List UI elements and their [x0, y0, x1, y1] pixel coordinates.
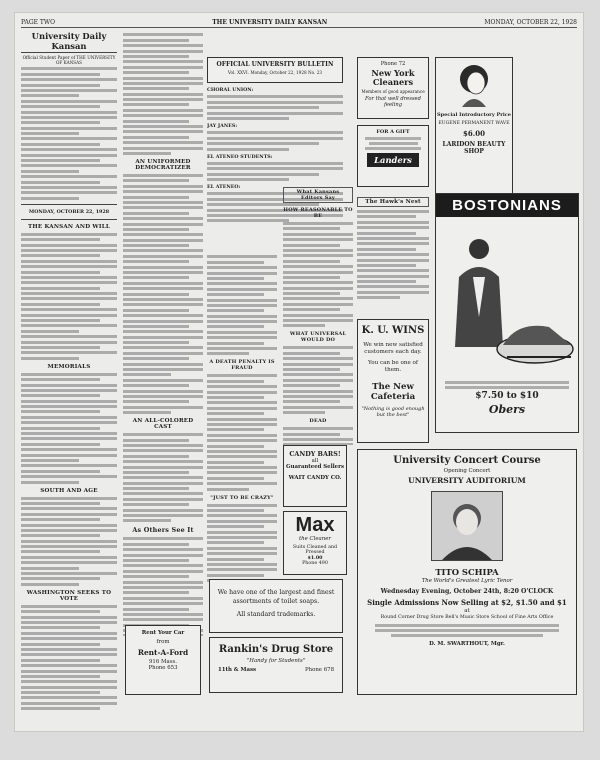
heading-dead: DEAD [309, 418, 327, 425]
max-suits: Suits Cleaned and Pressed [292, 545, 338, 555]
heading-washington-vote: WASHINGTON SEEKS TO VOTE [26, 589, 112, 602]
newspaper-page [14, 12, 584, 732]
heading-kansas-editors: What Kansans Editors Say [283, 187, 353, 203]
rankins-phone: Phone 678 [304, 667, 334, 673]
heading-kansan-and-will: THE KANSAN AND WILL [27, 223, 110, 230]
candy-bars-ad [283, 445, 347, 507]
ku-wins-line2: You can be one of them. [368, 360, 418, 373]
editorial-dateline: MONDAY, OCTOBER 22, 1928 [28, 208, 110, 215]
new-cafeteria-name: The New Cafeteria [370, 382, 416, 402]
masthead-bar [21, 17, 577, 28]
beauty-shop: LARIDON BEAUTY SHOP [442, 141, 506, 155]
concert-course-ad [357, 449, 577, 695]
landers-gift-ad [357, 125, 429, 187]
rankins-name: Rankin's Drug Store [218, 644, 334, 655]
tenor-portrait-icon [432, 492, 502, 560]
notice-el-ateneo: EL ATENEO: [207, 184, 241, 191]
candy-all: all [311, 458, 319, 464]
issue-date: MONDAY, OCTOBER 22, 1928 [484, 18, 577, 26]
rent-your-car-text: Rent Your Car [141, 630, 185, 636]
beauty-illustration [452, 61, 496, 109]
laridon-beauty-ad [435, 57, 513, 213]
column-five [357, 193, 429, 313]
page-number: PAGE TWO [21, 18, 55, 26]
concert-subtitle: Opening Concert [443, 468, 491, 474]
rankins-drug-store-ad [209, 637, 343, 693]
rent-from-text: from [156, 639, 170, 645]
max-logo: Max [295, 514, 335, 536]
new-york-cleaners-ad [357, 57, 429, 119]
heading-as-others-see-it: As Others See It [132, 526, 194, 535]
ku-wins-ad [357, 319, 429, 443]
heading-memorials: MEMORIALS [47, 363, 91, 370]
beauty-title: Special Introductory Price [437, 112, 511, 118]
heading-uniformed-democratizer: AN UNIFORMED DEMOCRATIZER [135, 158, 191, 171]
nameplate-sub: Official Student Paper of THE UNIVERSITY OF KANSAS [22, 55, 116, 65]
rent-a-ford-address: 916 Mass. [149, 659, 177, 665]
rankins-tagline: "Handy for Students" [246, 658, 306, 664]
candy-guaranteed: Guaranteed Sellers [286, 464, 344, 470]
heading-all-colored-cast: AN ALL-COLORED CAST [132, 418, 194, 431]
schipa-portrait [431, 491, 503, 561]
column-four [283, 183, 353, 445]
ku-wins-slogan: "Nothing is good enough but the best" [361, 406, 425, 418]
obers-logo: Obers [488, 403, 526, 416]
max-price: $1.00 [307, 555, 323, 561]
man-and-shoe-icon [437, 217, 577, 379]
notice-el-ateneo-students: EL ATENEO STUDENTS: [207, 153, 273, 160]
rent-a-ford-phone: Phone 653 [148, 665, 178, 671]
official-bulletin [207, 57, 343, 83]
bostonians-banner: BOSTONIANS [436, 194, 578, 217]
paper-title: THE UNIVERSITY DAILY KANSAN [212, 18, 328, 26]
concert-hall: UNIVERSITY AUDITORIUM [408, 476, 526, 485]
max-phone: Phone 490 [302, 561, 328, 566]
schipa-name: TITO SCHIPA [435, 567, 499, 577]
landers-top: FOR A GIFT [376, 129, 410, 135]
editorial-column [21, 31, 117, 727]
schipa-tagline: The World's Greatest Lyric Tenor [421, 578, 513, 584]
column-two [123, 31, 203, 636]
landers-logo: Landers [367, 153, 419, 167]
heading-just-to-be-crazy: "JUST TO BE CRAZY" [210, 494, 274, 501]
bostonians-price: $7.50 to $10 [475, 391, 539, 401]
ku-wins-title: K. U. WINS [361, 325, 425, 336]
beauty-price: $6.00 [463, 129, 485, 138]
staff-list [21, 67, 117, 199]
bostonians-illustration [436, 217, 578, 379]
bulletin-volume: Vol. XXVI. Monday, October 22, 1928 No. 23 [227, 70, 323, 75]
heading-death-penalty: A DEATH PENALTY IS FRAUD [209, 359, 275, 372]
bostonians-shoe-ad [435, 193, 579, 433]
rent-a-ford-name: Rent-A-Ford [137, 648, 189, 657]
notice-choral-union: CHORAL UNION: [207, 87, 254, 93]
candy-company: WAIT CANDY CO. [288, 475, 342, 481]
rankins-address: 11th & Mass [218, 667, 257, 673]
cleaners-phone: Phone 72 [380, 61, 406, 67]
woman-portrait-icon [452, 61, 496, 109]
rent-a-ford-ad [125, 625, 201, 695]
nameplate: University Daily Kansan [21, 31, 117, 53]
concert-manager: D. M. SWARTHOUT, Mgr. [429, 641, 505, 647]
cleaners-tag: Members of good appearance [361, 89, 425, 94]
soaps-line-two: All standard trademarks. [236, 611, 316, 618]
ku-wins-line1: We win new satisfied customers each day. [363, 342, 423, 355]
concert-tickets: Single Admissions Now Selling at $2, $1.50 and $1 [367, 598, 567, 607]
soaps-line-one: We have one of the largest and finest assortments of toilet soaps. [217, 589, 335, 605]
toilet-soaps-ad [209, 579, 343, 633]
max-cleaner-ad [283, 511, 347, 575]
cleaners-sub: For that well dressed feeling [365, 96, 421, 108]
column-three [207, 253, 277, 583]
bulletin-title: OFFICIAL UNIVERSITY BULLETIN [216, 61, 334, 68]
concert-title: University Concert Course [393, 455, 541, 466]
beauty-wave: EUGENE PERMANENT WAVE [438, 121, 510, 126]
heading-hawks-nest: The Hawk's Nest [357, 197, 429, 207]
max-tagline: the Cleaner [298, 536, 332, 542]
concert-when: Wednesday Evening, October 24th, 8:20 O'CLOCK [380, 588, 554, 595]
concert-at: at [464, 608, 470, 614]
cleaners-name: New York Cleaners [371, 68, 415, 87]
heading-south-and-age: SOUTH AND AGE [40, 487, 98, 494]
notice-jay-janes: JAY JANES: [207, 122, 238, 129]
concert-where: Round Corner Drug Store Bell's Music Store School of Fine Arts Office [380, 615, 554, 620]
heading-what-universal: WHAT UNIVERSAL WOULD DO [289, 331, 347, 344]
candy-headline: CANDY BARS! [289, 450, 341, 458]
heading-how-reasonable: HOW REASONABLE TO BE [283, 207, 353, 219]
